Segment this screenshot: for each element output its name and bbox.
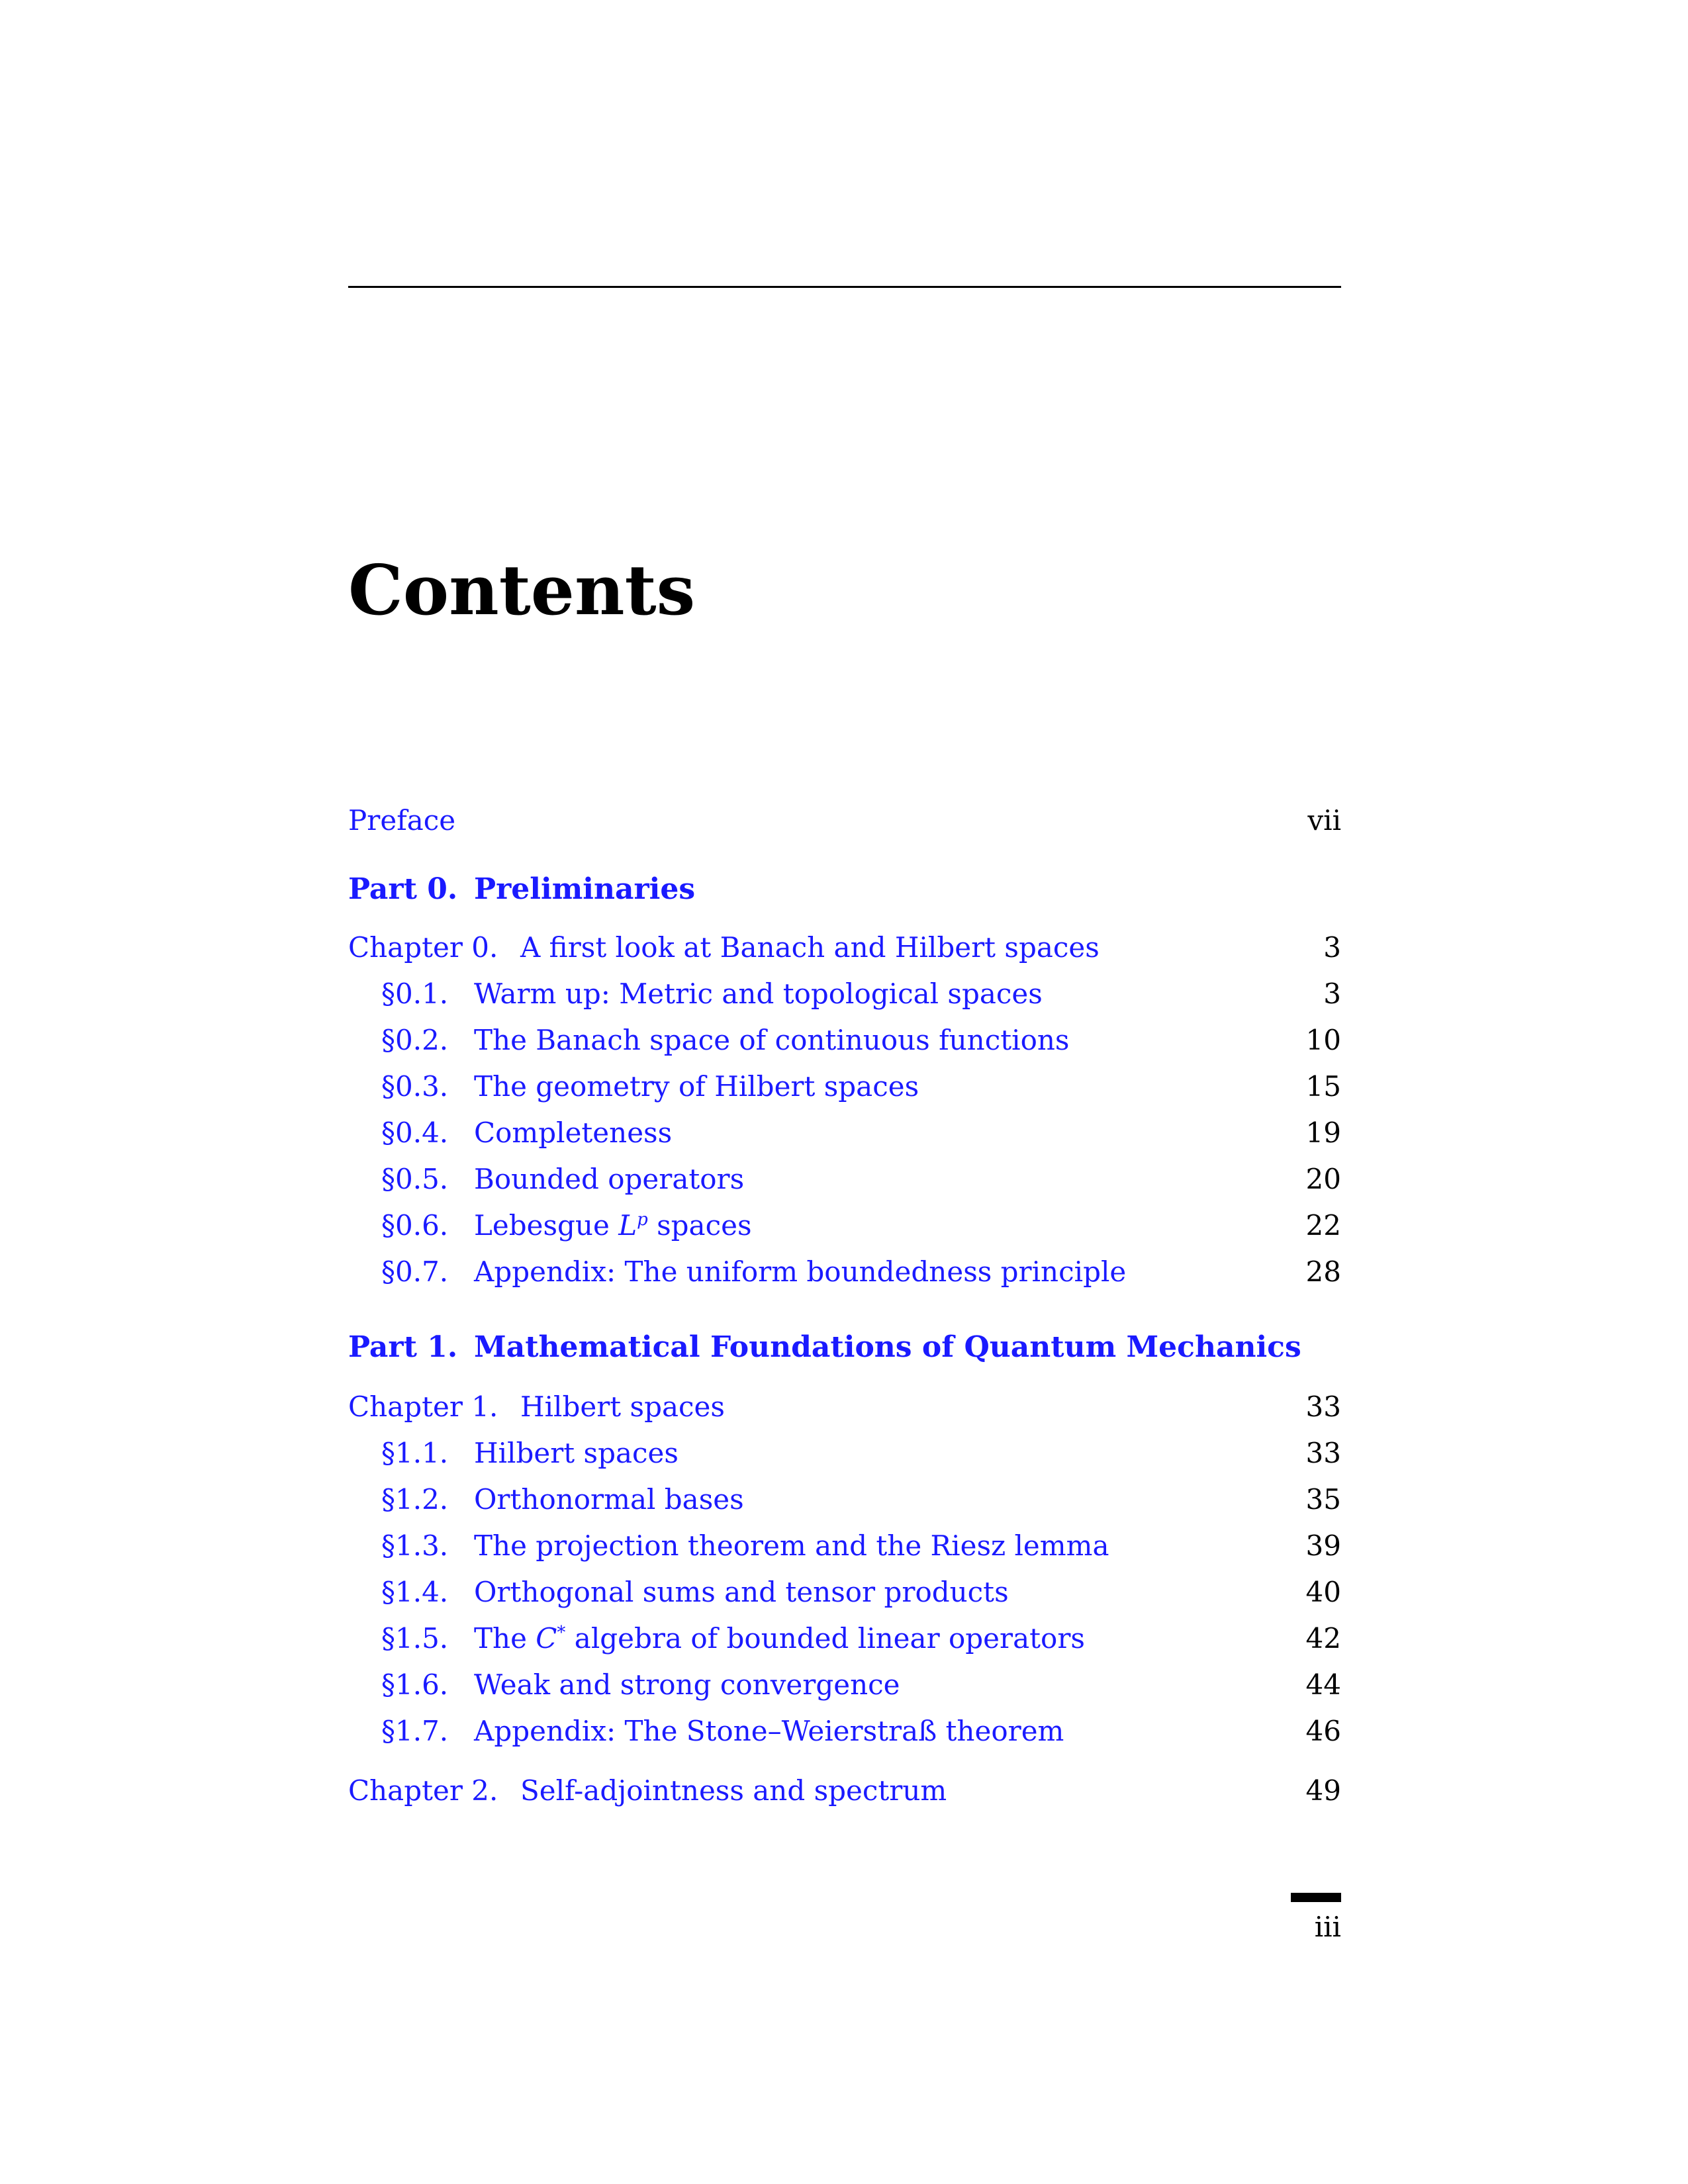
toc-page-number: 22 xyxy=(1305,1209,1341,1242)
section-number[interactable]: §1.5. xyxy=(381,1622,449,1655)
section-title[interactable]: Hilbert spaces xyxy=(474,1437,679,1469)
section-number[interactable]: §1.2. xyxy=(381,1483,449,1516)
section-number[interactable]: §0.3. xyxy=(381,1070,449,1103)
toc-section-1-1[interactable] xyxy=(348,1432,1341,1475)
page-title: Contents xyxy=(348,549,696,631)
section-number[interactable]: §1.7. xyxy=(381,1715,449,1747)
section-title-text: The xyxy=(474,1622,536,1655)
section-title[interactable]: The Banach space of continuous functions xyxy=(474,1024,1070,1056)
section-number[interactable]: §0.4. xyxy=(381,1116,449,1149)
chapter-title[interactable]: A first look at Banach and Hilbert spaces xyxy=(520,931,1100,964)
section-title[interactable] xyxy=(474,1205,752,1247)
math-variable: L xyxy=(618,1209,637,1242)
section-number[interactable]: §0.7. xyxy=(381,1255,449,1288)
toc-section-0-5[interactable] xyxy=(348,1158,1341,1201)
section-title[interactable] xyxy=(474,1617,1085,1660)
folio-bar xyxy=(1291,1893,1341,1902)
toc-page-number: vii xyxy=(1307,804,1341,837)
toc-section-1-7[interactable] xyxy=(348,1710,1341,1752)
section-number[interactable]: §1.6. xyxy=(381,1668,449,1701)
header-rule xyxy=(348,286,1341,288)
toc-page-number: 20 xyxy=(1305,1163,1341,1195)
section-title[interactable]: Bounded operators xyxy=(474,1163,745,1195)
part-number[interactable]: Part 0. xyxy=(348,872,458,906)
toc-chapter-0[interactable] xyxy=(348,927,1341,969)
toc-page-number: 40 xyxy=(1305,1576,1341,1608)
toc-chapter-1[interactable] xyxy=(348,1386,1341,1428)
toc-page-number: 28 xyxy=(1305,1255,1341,1288)
toc-part-0[interactable] xyxy=(348,868,1341,911)
section-title[interactable]: Orthonormal bases xyxy=(474,1483,744,1516)
section-number[interactable]: §0.1. xyxy=(381,978,449,1010)
section-title[interactable]: Appendix: The uniform boundedness principle xyxy=(474,1255,1127,1288)
toc-section-0-1[interactable] xyxy=(348,973,1341,1015)
toc-page-number: 3 xyxy=(1323,978,1341,1010)
section-title[interactable]: Appendix: The Stone–Weierstraß theorem xyxy=(474,1715,1064,1747)
chapter-number[interactable]: Chapter 1. xyxy=(348,1390,498,1423)
toc-page-number: 10 xyxy=(1305,1024,1341,1056)
toc-page-number: 49 xyxy=(1305,1774,1341,1807)
page-number: iii xyxy=(1314,1911,1341,1943)
section-title-text: spaces xyxy=(647,1209,752,1242)
toc-section-0-2[interactable] xyxy=(348,1019,1341,1062)
math-superscript: * xyxy=(557,1623,566,1643)
toc-section-1-6[interactable] xyxy=(348,1664,1341,1706)
toc-page-number: 33 xyxy=(1305,1390,1341,1423)
math-variable: C xyxy=(536,1622,557,1655)
section-title-text: algebra of bounded linear operators xyxy=(565,1622,1085,1655)
section-number[interactable]: §0.5. xyxy=(381,1163,449,1195)
toc-entry-preface[interactable] xyxy=(348,799,1341,842)
toc-chapter-2[interactable] xyxy=(348,1770,1341,1812)
toc-section-0-6[interactable] xyxy=(348,1205,1341,1247)
section-number[interactable]: §0.2. xyxy=(381,1024,449,1056)
chapter-number[interactable]: Chapter 2. xyxy=(348,1774,498,1807)
chapter-number[interactable]: Chapter 0. xyxy=(348,931,498,964)
section-title[interactable]: The projection theorem and the Riesz lemma xyxy=(474,1529,1109,1562)
toc-page-number: 39 xyxy=(1305,1529,1341,1562)
chapter-title[interactable]: Hilbert spaces xyxy=(520,1390,725,1423)
section-title-text: Lebesgue xyxy=(474,1209,619,1242)
section-title[interactable]: The geometry of Hilbert spaces xyxy=(474,1070,919,1103)
section-number[interactable]: §0.6. xyxy=(381,1209,449,1242)
toc-page-number: 15 xyxy=(1305,1070,1341,1103)
toc-page-number: 33 xyxy=(1305,1437,1341,1469)
toc-section-1-5[interactable] xyxy=(348,1617,1341,1660)
toc-entry-label[interactable]: Preface xyxy=(348,804,456,837)
toc-page-number: 35 xyxy=(1305,1483,1341,1516)
toc-page-number: 42 xyxy=(1305,1622,1341,1655)
section-number[interactable]: §1.1. xyxy=(381,1437,449,1469)
section-title[interactable]: Weak and strong convergence xyxy=(474,1668,900,1701)
toc-section-0-4[interactable] xyxy=(348,1112,1341,1154)
toc-section-1-3[interactable] xyxy=(348,1525,1341,1567)
section-title[interactable]: Warm up: Metric and topological spaces xyxy=(474,978,1043,1010)
toc-page-number: 3 xyxy=(1323,931,1341,964)
toc-section-0-7[interactable] xyxy=(348,1251,1341,1293)
part-title[interactable]: Preliminaries xyxy=(474,872,696,906)
section-title[interactable]: Orthogonal sums and tensor products xyxy=(474,1576,1009,1608)
toc-page-number: 44 xyxy=(1305,1668,1341,1701)
part-title[interactable]: Mathematical Foundations of Quantum Mechanics xyxy=(474,1330,1301,1364)
chapter-title[interactable]: Self-adjointness and spectrum xyxy=(520,1774,947,1807)
section-title[interactable]: Completeness xyxy=(474,1116,673,1149)
section-number[interactable]: §1.4. xyxy=(381,1576,449,1608)
part-number[interactable]: Part 1. xyxy=(348,1330,458,1364)
math-superscript: p xyxy=(637,1210,648,1230)
toc-section-0-3[interactable] xyxy=(348,1066,1341,1108)
toc-section-1-4[interactable] xyxy=(348,1571,1341,1614)
section-number[interactable]: §1.3. xyxy=(381,1529,449,1562)
toc-page-number: 46 xyxy=(1305,1715,1341,1747)
toc-part-1[interactable] xyxy=(348,1326,1341,1369)
toc-page-number: 19 xyxy=(1305,1116,1341,1149)
toc-section-1-2[interactable] xyxy=(348,1479,1341,1521)
